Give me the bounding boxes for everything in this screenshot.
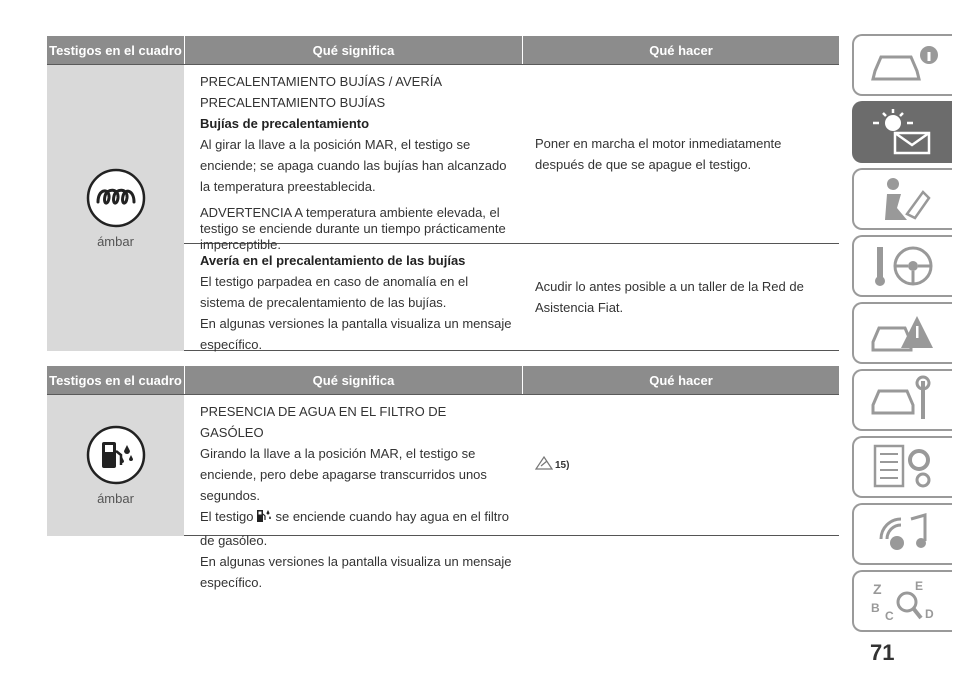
tab-safety[interactable] [852,168,952,230]
header-action: Qué hacer [522,366,839,394]
svg-text:C: C [885,609,894,623]
description: En algunas versiones la pantalla visualiza un mensaje específico. [200,316,512,352]
tab-multimedia[interactable] [852,503,952,565]
warning-lights-icon [867,107,939,157]
car-info-icon [867,43,939,87]
svg-text:D: D [925,607,934,621]
page-number: 71 [870,640,895,665]
text-line: PRECALENTAMIENTO BUJÍAS / AVERÍA [200,74,443,89]
description [200,506,513,551]
description: En algunas versiones la pantalla visualiza un mensaje específico. [200,554,512,590]
warning-table-glow-plug [47,36,839,351]
table-header [47,366,839,395]
text-fragment: se enciende cuando hay agua en el filtro de gasóleo. [200,509,509,548]
water-in-fuel-icon [86,425,146,485]
indicator-cell [47,395,184,536]
tab-technical-data[interactable] [852,436,952,498]
section-title: Bujías de precalentamiento [200,116,370,131]
color-label: ámbar [97,491,134,506]
table-row [184,395,839,590]
caution-icon [535,455,553,476]
description: El testigo parpadea en caso de anomalía en el sistema de precalentamiento de las bujías. [200,274,469,310]
table-header [47,36,839,65]
header-cluster: Testigos en el cuadro [49,372,182,388]
tab-car-info[interactable] [852,34,952,96]
text-line: PRESENCIA DE AGUA EN EL FILTRO DE GASÓLEO [200,404,447,440]
svg-text:B: B [871,601,880,615]
tab-driving[interactable] [852,235,952,297]
svg-text:E: E [915,579,924,593]
safety-icon [867,174,939,224]
action-text: Acudir lo antes posible a un taller de la Red de Asistencia Fiat. [535,279,804,315]
svg-text:Z: Z [873,581,882,597]
table-row [184,65,839,252]
tab-index[interactable] [852,570,952,632]
header-meaning: Qué significa [184,36,522,64]
text-fragment: El testigo [200,509,254,524]
indicator-cell [47,65,184,351]
maintenance-icon [867,375,939,425]
footnote-ref: 15) [555,459,570,471]
glow-plug-icon [86,168,146,228]
tab-maintenance[interactable] [852,369,952,431]
warning-table-water-in-fuel [47,366,839,590]
section-title: Avería en el precalentamiento de las bujías [200,253,466,268]
header-cluster: Testigos en el cuadro [49,42,182,58]
multimedia-icon [867,509,939,559]
emergency-icon [867,308,939,358]
water-in-fuel-inline-icon [256,508,272,530]
technical-data-icon [867,442,939,492]
tab-warning-lights[interactable] [852,101,952,163]
header-action: Qué hacer [522,36,839,64]
color-label: ámbar [97,233,134,249]
table-row [184,244,839,351]
action-text: Poner en marcha el motor inmediatamente después de que se apague el testigo. [535,136,782,172]
driving-icon [867,241,939,291]
header-meaning: Qué significa [184,366,522,394]
text-line: PRECALENTAMIENTO BUJÍAS [200,95,386,110]
index-icon [867,576,939,626]
tab-emergency[interactable] [852,302,952,364]
description: Girando la llave a la posición MAR, el testigo se enciende, pero debe apagarse transcurridos unos segundos. [200,446,487,503]
warning-note: ADVERTENCIA A temperatura ambiente elevada, el testigo se enciende durante un tiempo prácticamente imperceptible. [200,205,506,252]
description: Al girar la llave a la posición MAR, el testigo se enciende; se apaga cuando las bujías han alcanzado la temperatura preestablecida. [200,137,507,194]
